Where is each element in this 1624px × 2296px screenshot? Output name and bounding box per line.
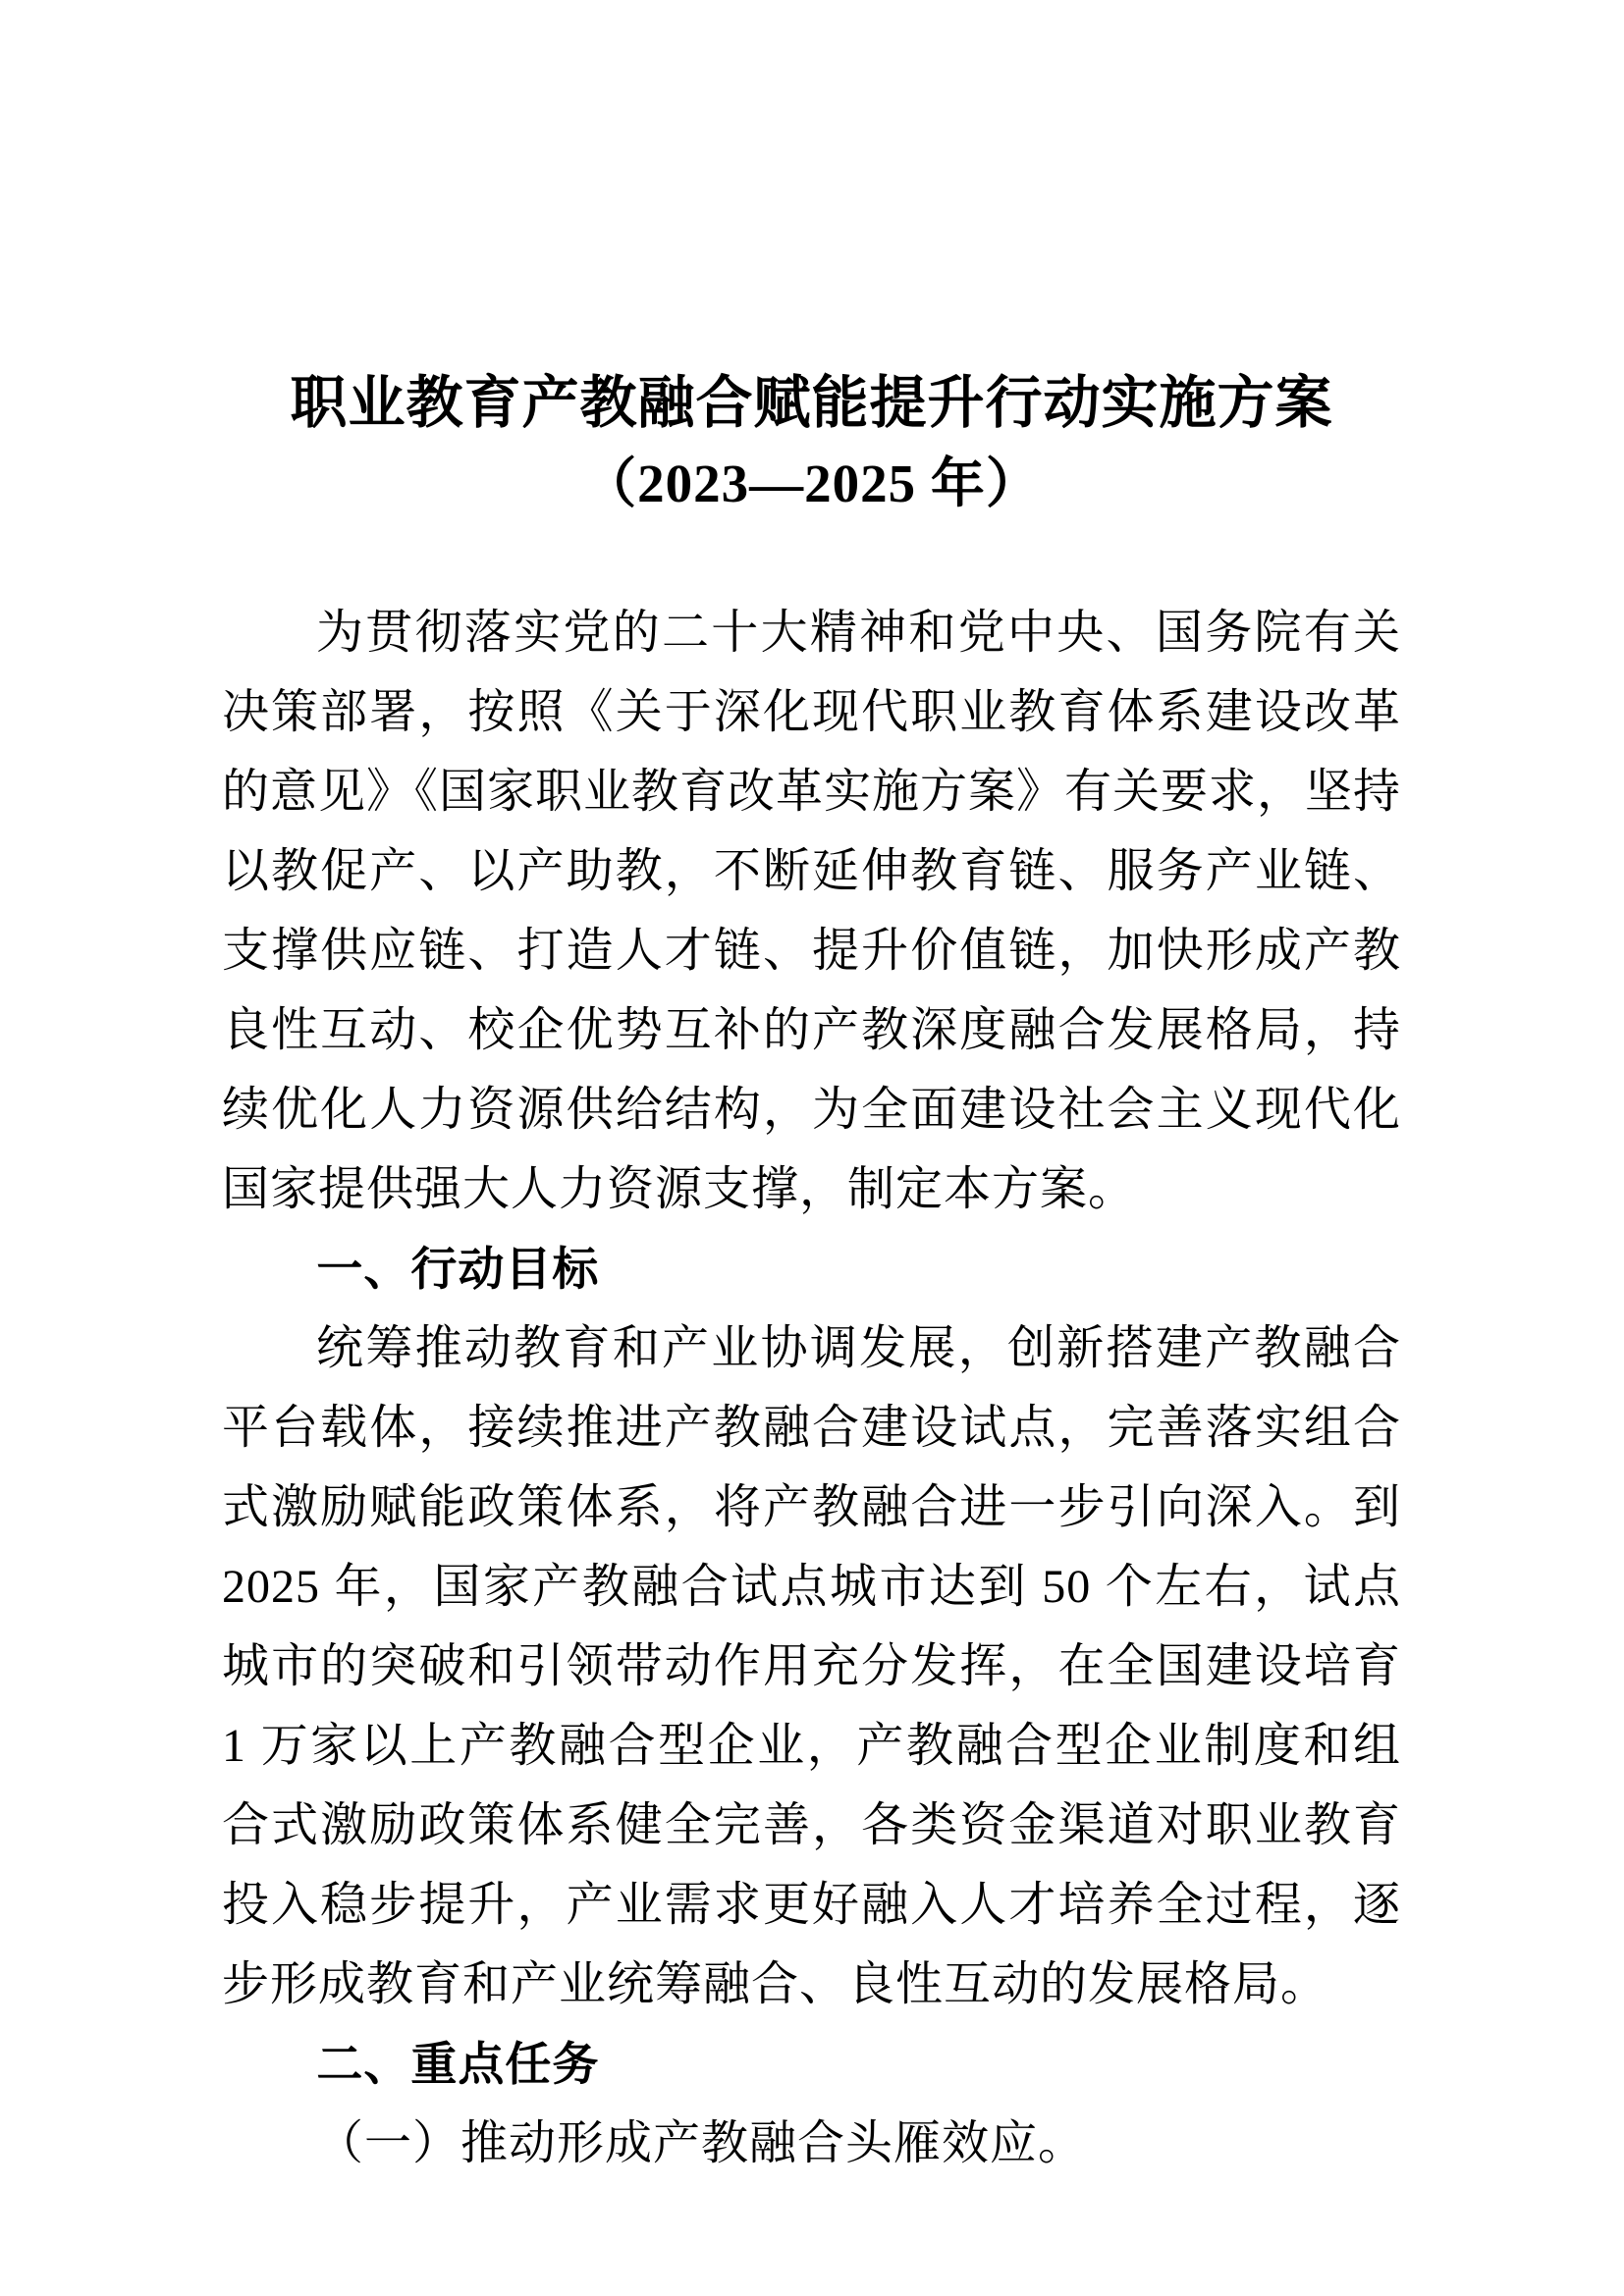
document-content [222,363,1401,2183]
subitem-1-heading: （一）推动形成产教融合头雁效应。 [316,2117,1087,2169]
document-title-line1: 职业教育产教融合赋能提升行动实施方案 [290,371,1333,435]
document-title-line2: （2023—2025 年） [582,454,1041,513]
section-heading-key-tasks: 二、重点任务 [316,2038,600,2090]
paragraph-preamble: 为贯彻落实党的二十大精神和党中央、国务院有关决策部署，按照《关于深化现代职业教育体系建设改革的意见》《国家职业教育改革实施方案》有关要求，坚持以教促产、以产助教，不断延伸教育链、服务产业链、支撑供应链、打造人才链、提升价值链，加快形成产教良性互动、校企优势互补的产教深度融合发展格局，持续优化人力资源供给结构，为全面建设社会主义现代化国家提供强大人力资源支撑，制定本方案。 [222,607,1402,1215]
paragraph-action-goals: 统筹推动教育和产业协调发展，创新搭建产教融合平台载体，接续推进产教融合建设试点，完善落实组合式激励赋能政策体系，将产教融合进一步引向深入。到 2025 年，国家产教融合试点城市达到 50 个左右，试点城市的突破和引领带动作用充分发挥，在全国建设培育 1 万家以上产教融合型企业，产教融合型企业制度和组合式激励政策体系健全完善，各类资金渠道对职业教育投入稳步提升，产业需求更好融入人才培养全过程，逐步形成教育和产业统筹融合、良性互动的发展格局。 [222,1322,1401,2010]
section-heading-action-goals: 一、行动目标 [316,1243,600,1295]
